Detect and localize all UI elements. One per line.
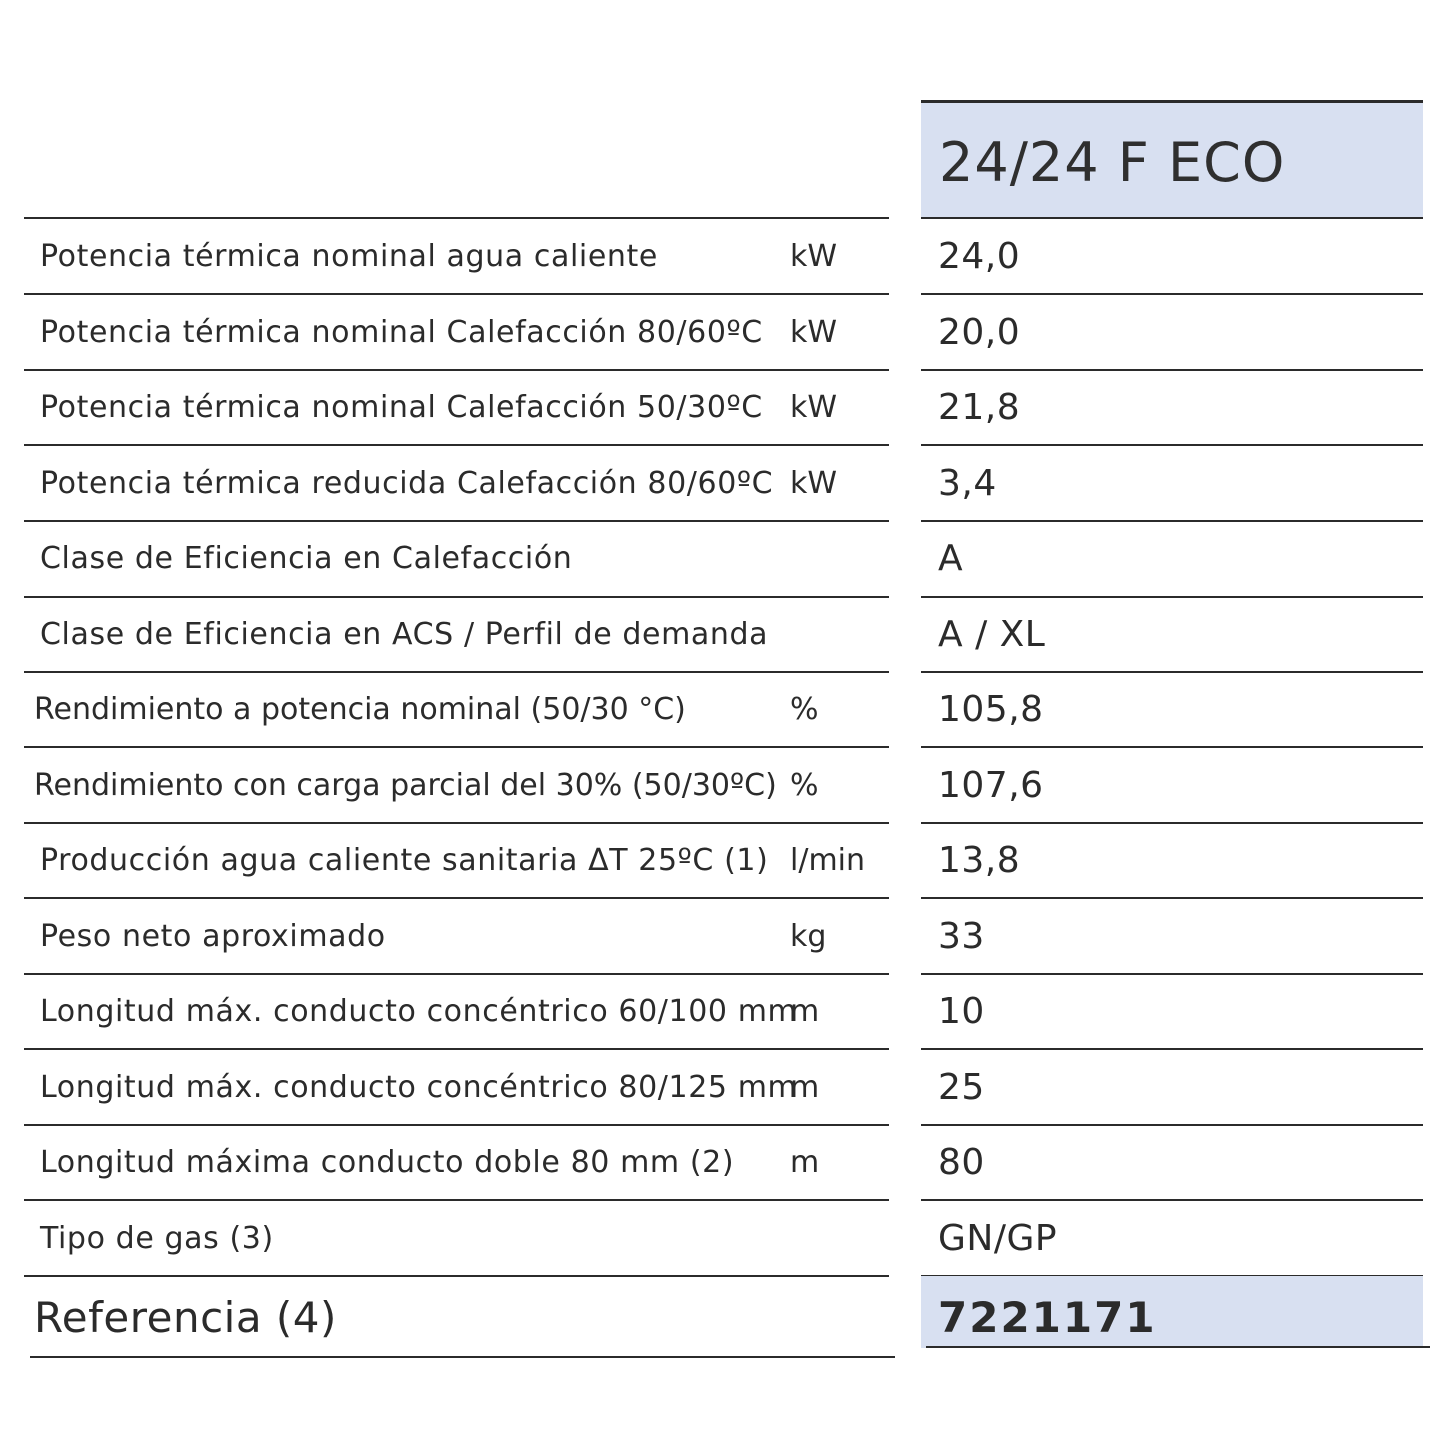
table-bottom-rule: [30, 1356, 895, 1358]
row-value: 80: [938, 1142, 985, 1183]
table-row: [0, 219, 1445, 295]
table-row: [0, 295, 1445, 371]
row-value: A / XL: [938, 614, 1046, 655]
row-label: Rendimiento a potencia nominal (50/30 °C): [34, 692, 686, 727]
row-value: 33: [938, 916, 985, 957]
row-label: Producción agua caliente sanitaria ΔT 25ºC (1): [40, 843, 769, 878]
table-row: [0, 974, 1445, 1050]
row-value: 24,0: [938, 236, 1021, 277]
model-header: [921, 100, 1423, 218]
row-unit: kW: [790, 315, 838, 350]
table-row: [0, 748, 1445, 824]
row-value: 3,4: [938, 463, 997, 504]
table-row: [0, 370, 1445, 446]
table-row: [0, 1201, 1445, 1277]
row-label: Longitud máxima conducto doble 80 mm (2): [40, 1145, 735, 1180]
row-value: 21,8: [938, 387, 1021, 428]
row-unit: kW: [790, 466, 838, 501]
row-value: 105,8: [938, 689, 1044, 730]
table-row: [0, 899, 1445, 975]
row-label: Clase de Eficiencia en Calefacción: [40, 541, 573, 576]
row-label: Longitud máx. conducto concéntrico 60/100 mm: [40, 994, 798, 1029]
table-row: [0, 1125, 1445, 1201]
row-label: Potencia térmica nominal Calefacción 50/30ºC: [40, 390, 763, 425]
row-value: 10: [938, 991, 985, 1032]
model-name: 24/24 F ECO: [939, 131, 1286, 194]
row-label: Longitud máx. conducto concéntrico 80/125 mm: [40, 1070, 798, 1105]
row-value: 20,0: [938, 312, 1021, 353]
reference-row: [0, 1276, 1445, 1358]
table-row: [0, 446, 1445, 522]
row-label: Potencia térmica nominal Calefacción 80/60ºC: [40, 315, 763, 350]
table-row: [0, 597, 1445, 673]
row-label: Rendimiento con carga parcial del 30% (50/30ºC): [34, 768, 777, 803]
table-row: [0, 521, 1445, 597]
row-unit: kW: [790, 239, 838, 274]
row-unit: %: [790, 692, 819, 727]
row-unit: kW: [790, 390, 838, 425]
row-value: GN/GP: [938, 1218, 1058, 1259]
row-value: 107,6: [938, 765, 1044, 806]
row-label: Clase de Eficiencia en ACS / Perfil de demanda: [40, 617, 769, 652]
row-label: Peso neto aproximado: [40, 919, 386, 954]
row-unit: m: [790, 1070, 820, 1105]
row-value: 25: [938, 1067, 985, 1108]
row-unit: m: [790, 1145, 820, 1180]
table-bottom-rule: [926, 1346, 1430, 1348]
row-label: Tipo de gas (3): [40, 1221, 274, 1256]
table-row: [0, 672, 1445, 748]
row-label: Potencia térmica nominal agua caliente: [40, 239, 658, 274]
row-value: A: [938, 538, 964, 579]
reference-label: Referencia (4): [34, 1293, 337, 1342]
reference-value: 7221171: [938, 1293, 1157, 1342]
row-label: Potencia térmica reducida Calefacción 80/60ºC: [40, 466, 774, 501]
row-unit: %: [790, 768, 819, 803]
row-unit: l/min: [790, 843, 866, 878]
row-value: 13,8: [938, 840, 1021, 881]
row-unit: kg: [790, 919, 827, 954]
table-row: [0, 823, 1445, 899]
table-row: [0, 1050, 1445, 1126]
row-unit: m: [790, 994, 820, 1029]
